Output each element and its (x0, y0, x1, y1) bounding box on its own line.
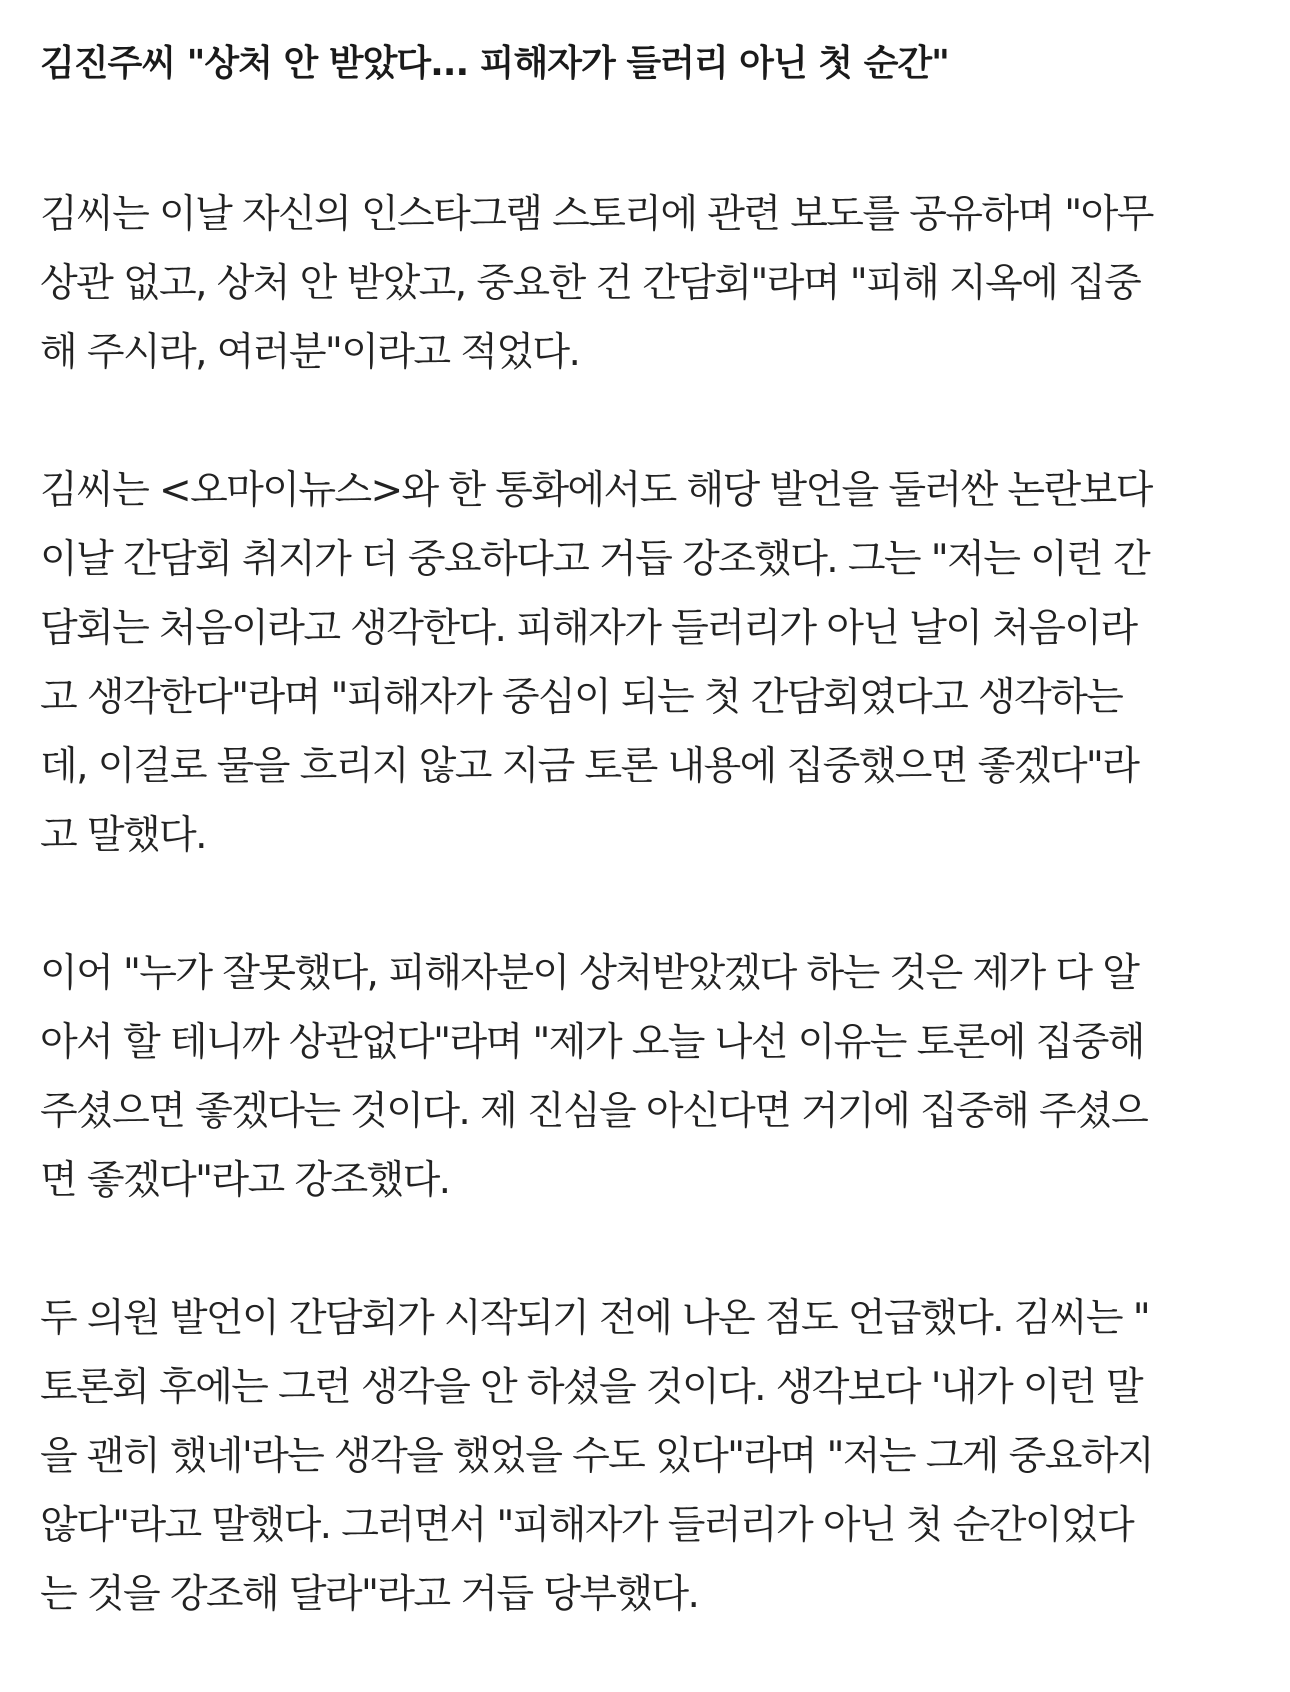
article-headline: 김진주씨 "상처 안 받았다... 피해자가 들러리 아닌 첫 순간" (40, 43, 949, 84)
paragraph-line: 이어 "누가 잘못했다, 피해자분이 상처받았겠다 하는 것은 제가 다 알 (40, 951, 1139, 996)
paragraph-line: 않다"라고 말했다. 그러면서 "피해자가 들러리가 아닌 첫 순간이었다 (40, 1503, 1134, 1548)
paragraph-line: 상관 없고, 상처 안 받았고, 중요한 건 간담회"라며 "피해 지옥에 집중 (40, 261, 1141, 306)
paragraph-2 (40, 456, 1250, 870)
paragraph-line: 는 것을 강조해 달라"라고 거듭 당부했다. (40, 1572, 699, 1617)
paragraph-line: 고 말했다. (40, 813, 206, 858)
paragraph-line: 을 괜히 했네'라는 생각을 했었을 수도 있다"라며 "저는 그게 중요하지 (40, 1434, 1153, 1479)
paragraph-line: 담회는 처음이라고 생각한다. 피해자가 들러리가 아닌 날이 처음이라 (40, 606, 1137, 651)
paragraph-line: 아서 할 테니까 상관없다"라며 "제가 오늘 나선 이유는 토론에 집중해 (40, 1020, 1144, 1065)
paragraph-3 (40, 939, 1250, 1215)
paragraph-line: 두 의원 발언이 간담회가 시작되기 전에 나온 점도 언급했다. 김씨는 " (40, 1296, 1150, 1341)
paragraph-line: 토론회 후에는 그런 생각을 안 하셨을 것이다. 생각보다 '내가 이런 말 (40, 1365, 1142, 1410)
paragraph-line: 이날 간담회 취지가 더 중요하다고 거듭 강조했다. 그는 "저는 이런 간 (40, 537, 1150, 582)
paragraph-line: 김씨는 이날 자신의 인스타그램 스토리에 관련 보도를 공유하며 "아무 (40, 192, 1153, 237)
paragraph-line: 김씨는 <오마이뉴스>와 한 통화에서도 해당 발언을 둘러싼 논란보다 (40, 468, 1152, 513)
paragraph-1 (40, 180, 1250, 387)
paragraph-4 (40, 1284, 1250, 1629)
paragraph-line: 해 주시라, 여러분"이라고 적었다. (40, 330, 580, 375)
paragraph-line: 주셨으면 좋겠다는 것이다. 제 진심을 아신다면 거기에 집중해 주셨으 (40, 1089, 1148, 1134)
paragraph-line: 면 좋겠다"라고 강조했다. (40, 1158, 450, 1203)
paragraph-line: 데, 이걸로 물을 흐리지 않고 지금 토론 내용에 집중했으면 좋겠다"라 (40, 744, 1139, 789)
paragraph-line: 고 생각한다"라며 "피해자가 중심이 되는 첫 간담회였다고 생각하는 (40, 675, 1123, 720)
article (40, 32, 1250, 1629)
